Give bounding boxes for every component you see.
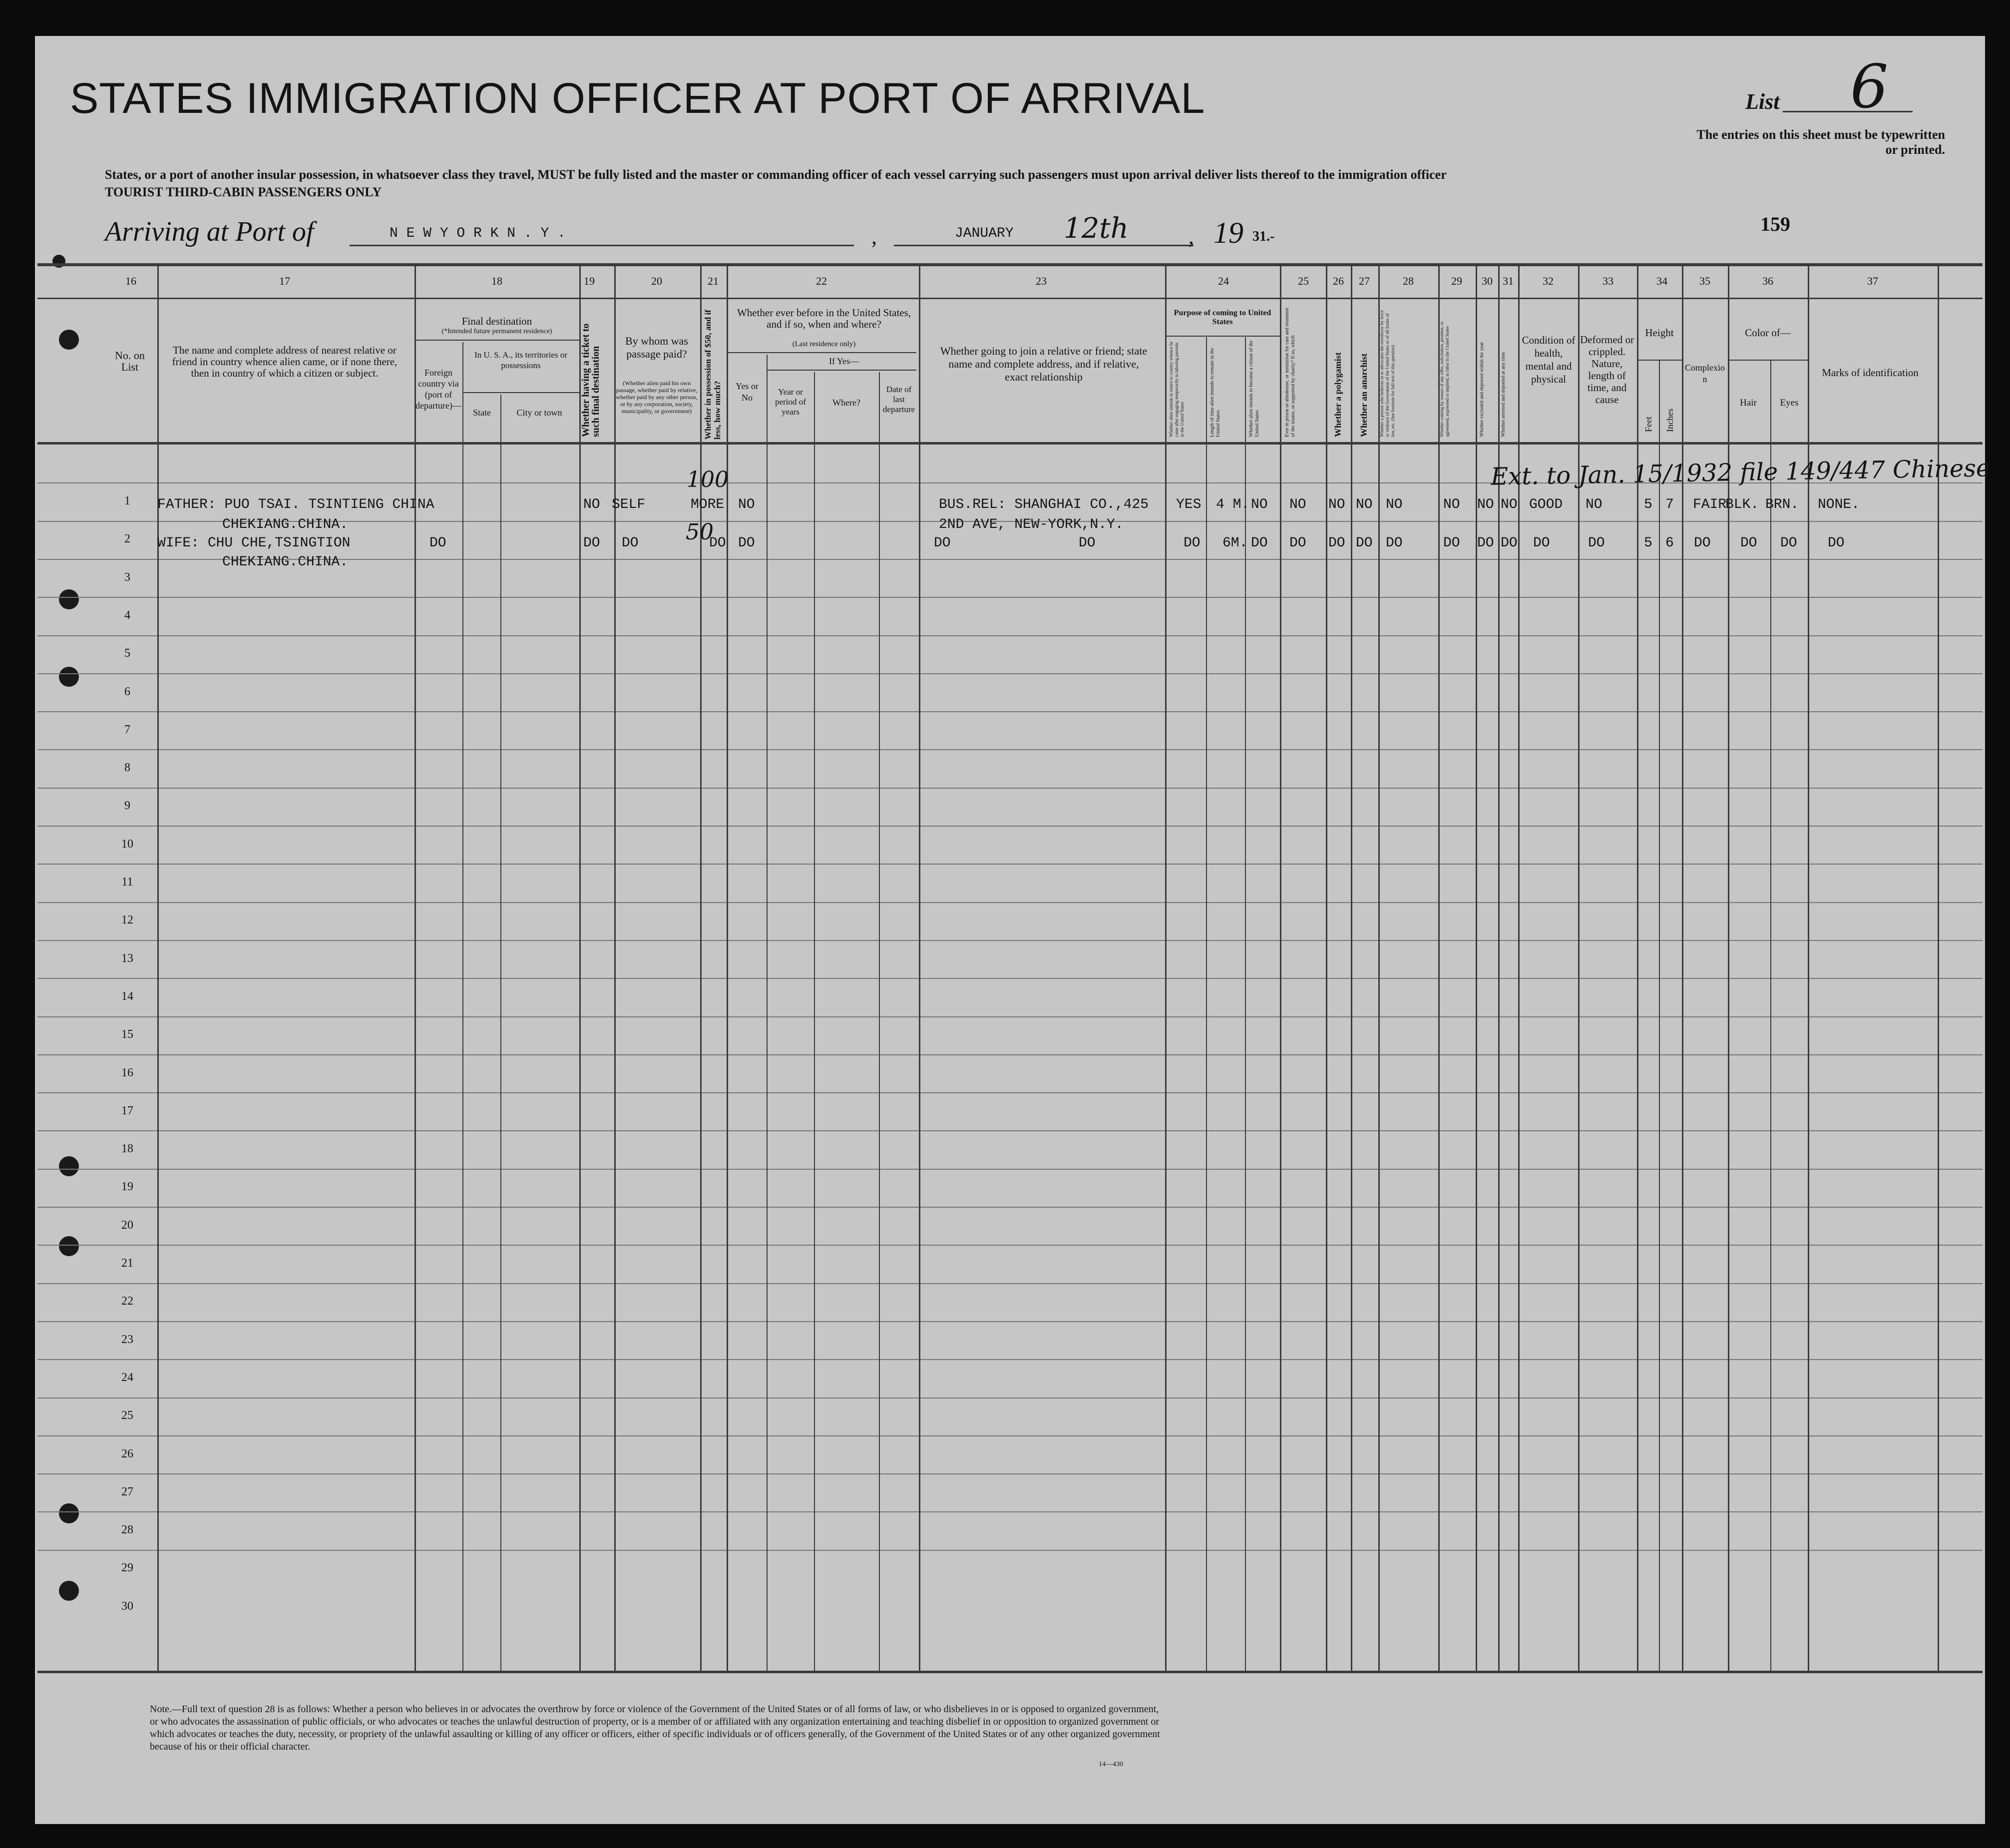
row-line <box>37 1511 1983 1512</box>
r1-money: MORE <box>691 497 725 512</box>
col-30-header: Whether excluded and deported within the year <box>1479 342 1485 437</box>
r1-before-in-us: NO <box>738 497 755 512</box>
punch-hole-6 <box>59 1503 79 1523</box>
r1-q30: NO <box>1477 497 1494 512</box>
row-number: 6 <box>124 685 130 698</box>
column-line <box>1476 265 1477 1672</box>
year-prefix: 19 <box>1213 216 1243 249</box>
r1-q28: NO <box>1386 497 1403 512</box>
r1-return-intent: YES <box>1176 497 1202 512</box>
row-number: 19 <box>121 1180 133 1194</box>
row-line <box>37 749 1983 750</box>
column-number: 31 <box>1503 275 1514 287</box>
col-18-state: State <box>473 408 491 418</box>
sub-column-line <box>767 355 768 1672</box>
r2-q31: DO <box>1501 535 1518 551</box>
column-number: 36 <box>1762 275 1773 287</box>
table-top-border <box>37 263 1983 266</box>
column-line <box>614 265 616 1672</box>
manifest-sheet <box>35 36 1985 1824</box>
arrival-port: N E W Y O R K N . Y . <box>390 226 566 241</box>
column-number: 18 <box>491 275 502 287</box>
column-line <box>1378 265 1380 1672</box>
col-27-header: Whether an anarchist <box>1359 353 1369 437</box>
row-number: 17 <box>121 1104 133 1117</box>
r2-complexion: DO <box>1694 535 1711 551</box>
row-number: 9 <box>124 799 130 813</box>
row-number: 24 <box>121 1371 133 1384</box>
row-line <box>37 1397 1983 1398</box>
row-line <box>37 826 1983 827</box>
col-22-yesno: Yes or No <box>736 381 759 403</box>
col-31-header: Whether arrested and deported at any time <box>1501 352 1506 437</box>
row-number: 25 <box>121 1409 133 1422</box>
col-19-header: Whether having a ticket to such final destination <box>580 323 601 437</box>
c36-subline <box>1728 360 1808 361</box>
r1-joining: BUS.REL: SHANGHAI CO.,425 <box>939 497 1149 512</box>
col-22-where: Where? <box>832 398 860 408</box>
row-line <box>37 1359 1983 1360</box>
row-line <box>37 1016 1983 1017</box>
col-34-title: Height <box>1645 327 1674 339</box>
r1-height-feet: 5 <box>1644 497 1652 512</box>
r2-anarchist: DO <box>1356 535 1373 551</box>
col-36-title: Color of— <box>1745 327 1791 339</box>
form-number: 14—430 <box>1099 1761 1123 1768</box>
punch-hole-7 <box>59 1581 79 1601</box>
row-line <box>37 1321 1983 1322</box>
column-number: 24 <box>1218 275 1229 287</box>
punch-hole-4 <box>59 1156 79 1176</box>
r1-q31: NO <box>1501 497 1518 512</box>
row-number: 15 <box>121 1028 133 1041</box>
c22-subline-2 <box>767 370 916 371</box>
column-line <box>579 265 581 1672</box>
arriving-label: Arriving at Port of <box>105 216 314 247</box>
row-number: 8 <box>124 761 130 775</box>
row-line <box>37 902 1983 903</box>
col-18-foreign: Foreign country via (port of departure)— <box>415 368 461 411</box>
header-line-1: States, or a port of another insular possession, in whatsoever class they travel, MUST be fully listed and the master or commanding officer of each vessel carrying such passengers must upon arrival deliver lists thereof to the immigration officer <box>105 167 1447 182</box>
col-34-feet: Feet <box>1643 417 1653 432</box>
column-number: 20 <box>651 275 662 287</box>
column-line <box>1438 265 1440 1672</box>
arrival-day: 12th <box>1064 212 1129 245</box>
punch-hole-3 <box>59 667 79 687</box>
column-number: 27 <box>1359 275 1370 287</box>
r2-marks: DO <box>1828 535 1845 551</box>
col-17-header: The name and complete address of nearest relative or friend in country whence alien came, or if none there, then in country of which a citizen or subject. <box>172 344 398 379</box>
row-line <box>37 1550 1983 1551</box>
row-line <box>37 711 1983 712</box>
r2-q29: DO <box>1443 535 1460 551</box>
header-bottom-border <box>37 442 1983 445</box>
row-line <box>37 635 1983 636</box>
column-number: 33 <box>1603 275 1613 287</box>
r1-hair: BLK. <box>1725 497 1759 512</box>
row-number: 12 <box>121 914 133 927</box>
r1-marks: NONE. <box>1818 497 1860 512</box>
row-line <box>37 673 1983 674</box>
sub-column-line <box>1659 361 1660 1672</box>
r1-relative: FATHER: PUO TSAI. TSINTIENG CHINA <box>157 497 434 512</box>
r2-deformed: DO <box>1588 535 1605 551</box>
table-bottom-border <box>37 1671 1983 1673</box>
row-number: 2 <box>124 532 130 546</box>
page-title: STATES IMMIGRATION OFFICER AT PORT OF ARRIVAL <box>70 74 1206 122</box>
col-22-subtitle: (Last residence only) <box>792 340 856 348</box>
column-number: 37 <box>1867 275 1878 287</box>
column-number: 17 <box>279 275 290 287</box>
r2-money-handwritten: 50 <box>686 519 714 545</box>
r1-eyes: BRN. <box>1765 497 1799 512</box>
col-23-header: Whether going to join a relative or friend; state name and complete address, and if relative, exact relationship <box>940 345 1148 383</box>
row-number: 18 <box>121 1142 133 1156</box>
sub-column-line <box>1206 337 1207 1672</box>
row-line <box>37 1473 1983 1474</box>
col-26-header: Whether a polygamist <box>1333 352 1343 437</box>
row-line <box>37 788 1983 789</box>
r2-polygamist: DO <box>1328 535 1345 551</box>
r1-deformed: NO <box>1586 497 1603 512</box>
col-36-eyes: Eyes <box>1780 398 1799 408</box>
row-number: 26 <box>121 1447 133 1460</box>
row-line <box>37 978 1983 979</box>
punch-hole-1 <box>59 330 79 350</box>
list-label: List <box>1745 89 1780 114</box>
r2-height-inches: 6 <box>1665 535 1674 551</box>
column-number: 19 <box>584 275 595 287</box>
row-number: 5 <box>124 647 130 660</box>
column-number: 32 <box>1543 275 1554 287</box>
col-36-hair: Hair <box>1740 398 1757 408</box>
r1-health: GOOD <box>1529 497 1563 512</box>
row-number: 13 <box>121 951 133 965</box>
r2-eyes: DO <box>1780 535 1797 551</box>
column-line <box>414 265 416 1672</box>
row-number: 1 <box>124 494 130 507</box>
row-line <box>37 1207 1983 1208</box>
col-18-city: City or town <box>516 408 562 418</box>
c22-subline-1 <box>727 352 916 353</box>
r2-q28: DO <box>1386 535 1403 551</box>
row-number: 7 <box>124 723 130 736</box>
row-number: 22 <box>121 1295 133 1308</box>
col-25-header: Ever in prison or almshouse, or institution for care and treatment of the insane, or supported by charity? If so, which <box>1284 307 1296 437</box>
handwritten-annotation: Ext. to Jan. 15/1932 file 149/447 Chinese <box>1490 454 1991 491</box>
column-line <box>919 265 920 1672</box>
row-number: 23 <box>121 1333 133 1346</box>
col-24b-header: Length of time alien intends to remain in the United States <box>1209 348 1221 437</box>
row-number: 27 <box>121 1485 133 1498</box>
row-number: 14 <box>121 989 133 1003</box>
col-35-header: Complexion <box>1685 363 1725 384</box>
c18-subline-1 <box>414 340 579 341</box>
column-number: 35 <box>1699 275 1710 287</box>
column-number: 22 <box>816 275 827 287</box>
column-number: 29 <box>1451 275 1462 287</box>
r2-relative-address: CHEKIANG.CHINA. <box>222 554 349 570</box>
date-underline <box>894 245 1194 246</box>
r2-joining-address: DO <box>1079 535 1096 551</box>
col-24c-header: Whether alien intends to become a citizen of the United States <box>1248 340 1260 437</box>
col-32-header: Condition of health, mental and physical <box>1522 334 1576 385</box>
column-number: 23 <box>1036 275 1047 287</box>
row-number: 30 <box>121 1599 133 1613</box>
r2-money: DO <box>709 535 726 551</box>
col-18-usa: In U. S. A., its territories or possessions <box>474 350 568 370</box>
col-34-inches: Inches <box>1665 409 1675 432</box>
r1-complexion: FAIR <box>1693 497 1727 512</box>
row-number: 20 <box>121 1218 133 1232</box>
col-21-header: Whether in possession of $50, and if less, how much? <box>703 310 722 440</box>
list-number: 6 <box>1850 52 1889 122</box>
row-line <box>37 1283 1983 1284</box>
row-number: 28 <box>121 1523 133 1537</box>
col-29-header: Whether coming by reason of any offer, solicitation, promise, or agreement, expressed or implied, to labor in the United States <box>1439 321 1450 437</box>
column-number: 30 <box>1482 275 1493 287</box>
r2-relative: WIFE: CHU CHE,TSINGTION <box>157 535 351 551</box>
row-line <box>37 1169 1983 1170</box>
r2-return-intent: DO <box>1184 535 1201 551</box>
r1-length-stay: 4 M. <box>1216 497 1250 512</box>
column-line <box>1280 265 1281 1672</box>
row-line <box>37 940 1983 941</box>
list-underline <box>1783 111 1913 112</box>
r1-prison: NO <box>1289 497 1306 512</box>
column-line <box>1351 265 1352 1672</box>
row-line <box>37 1054 1983 1055</box>
r2-health: DO <box>1533 535 1550 551</box>
c34-subline <box>1637 360 1682 361</box>
row-number: 4 <box>124 608 130 622</box>
col-20-subtitle: (Whether alien paid his own passage, whether paid by relative, whether paid by any other person, or by any corporation, society, municipality, or government) <box>616 380 698 415</box>
column-number: 28 <box>1403 275 1414 287</box>
r1-relative-address: CHEKIANG.CHINA. <box>222 517 349 532</box>
col-37-header: Marks of identification <box>1822 367 1919 379</box>
column-line <box>157 265 159 1672</box>
year-suffix: 31.- <box>1252 229 1275 244</box>
row-line <box>37 1092 1983 1093</box>
col-16-header: No. on List <box>115 349 145 373</box>
col-28-header: Whether a person who believes in or advocates the overthrow by force or violence of the Government of the United States or of all forms of law, etc. (See footnote for full text of this question) <box>1379 310 1395 437</box>
row-number: 11 <box>121 876 133 889</box>
column-number: 21 <box>708 275 719 287</box>
arrival-month: JANUARY <box>955 226 1014 241</box>
r2-height-feet: 5 <box>1644 535 1652 551</box>
r1-money-handwritten: 100 <box>687 467 729 492</box>
punch-hole-5 <box>59 1236 79 1256</box>
column-line <box>1165 265 1167 1672</box>
col-18-subtitle: (*Intended future permanent residence) <box>441 328 552 335</box>
r1-citizen-intent: NO <box>1251 497 1268 512</box>
column-number: 26 <box>1333 275 1344 287</box>
column-line <box>1326 265 1327 1672</box>
sub-column-line <box>462 342 463 1672</box>
header-line-2: TOURIST THIRD-CABIN PASSENGERS ONLY <box>105 185 382 199</box>
r2-prison: DO <box>1289 535 1306 551</box>
page-number: 159 <box>1760 213 1790 235</box>
sub-column-line <box>879 372 880 1672</box>
col-22-title: Whether ever before in the United States, and if so, when and where? <box>737 307 911 330</box>
col-22-ifyes: If Yes— <box>828 356 859 366</box>
row-line <box>37 864 1983 865</box>
row-number: 29 <box>121 1561 133 1575</box>
col-20-title: By whom was passage paid? <box>625 335 688 360</box>
col-24a-header: Whether alien intends to return to country whence he came after engaging temporarily in laboring pursuits in the United States <box>1169 341 1185 437</box>
date-comma: , <box>1189 224 1194 249</box>
r2-hair: DO <box>1740 535 1757 551</box>
row-line <box>37 1130 1983 1131</box>
row-line <box>37 1245 1983 1246</box>
column-number: 25 <box>1298 275 1309 287</box>
r2-citizen-intent: DO <box>1251 535 1268 551</box>
sub-column-line <box>1770 361 1771 1672</box>
row-number: 3 <box>124 570 130 584</box>
sub-column-line <box>500 395 501 1672</box>
sub-column-line <box>814 372 815 1672</box>
r1-height-inches: 7 <box>1665 497 1674 512</box>
c18-subline-2 <box>462 392 579 393</box>
punch-hole-2 <box>59 589 79 609</box>
r1-anarchist: NO <box>1356 497 1373 512</box>
col-22-year: Year or period of years <box>775 387 806 417</box>
r1-passage-paid: SELF <box>612 497 646 512</box>
col-24-title: Purpose of coming to United States <box>1174 309 1271 326</box>
row-number: 16 <box>121 1066 133 1079</box>
row-line <box>37 1435 1983 1436</box>
footnote: Note.—Full text of question 28 is as follows: Whether a person who believes in or advocates the overthrow by force or violence of the Government of the United States or of all forms of law, or who disbelieves in or is opposed to organized government, or who advocates the assassination of public officials, or who advocates or teaches the unlawful destruction of property, or is a member of or affiliated with any organization entertaining and teaching disbelief in or opposition to organized government or which advocates or teaches the duty, necessity, or propriety of the unlawful assaulting or killing of any officer or officers, either of specific individuals or of officers generally, of the Government of the United States or of any other organized government because of his or their official character. <box>150 1704 1160 1752</box>
port-underline <box>350 245 854 246</box>
col-18-title: Final destination <box>461 315 532 327</box>
r2-passage-paid: DO <box>622 535 639 551</box>
r1-polygamist: NO <box>1328 497 1345 512</box>
r1-ticket: NO <box>583 497 600 512</box>
r2-ticket: DO <box>583 535 600 551</box>
entries-note: The entries on this sheet must be typewritten or printed. <box>1696 127 1945 157</box>
c24-subline <box>1165 336 1280 337</box>
r1-q29: NO <box>1443 497 1460 512</box>
col-33-header: Deformed or crippled. Nature, length of time, and cause <box>1580 334 1634 406</box>
r2-joining: DO <box>934 535 951 551</box>
row-number: 21 <box>121 1257 133 1270</box>
r1-joining-address: 2ND AVE, NEW-YORK,N.Y. <box>939 517 1124 532</box>
column-number: 34 <box>1656 275 1667 287</box>
r2-length-stay: 6M. <box>1222 535 1248 551</box>
r2-final-destination: DO <box>429 535 446 551</box>
row-number: 10 <box>121 837 133 851</box>
r2-before-in-us: DO <box>738 535 755 551</box>
port-comma: , <box>871 224 877 249</box>
column-number: 16 <box>125 275 136 287</box>
col-22-date: Date of last departure <box>882 385 915 414</box>
row-line <box>37 597 1983 598</box>
colnum-row-border <box>37 298 1983 299</box>
r2-q30: DO <box>1477 535 1494 551</box>
